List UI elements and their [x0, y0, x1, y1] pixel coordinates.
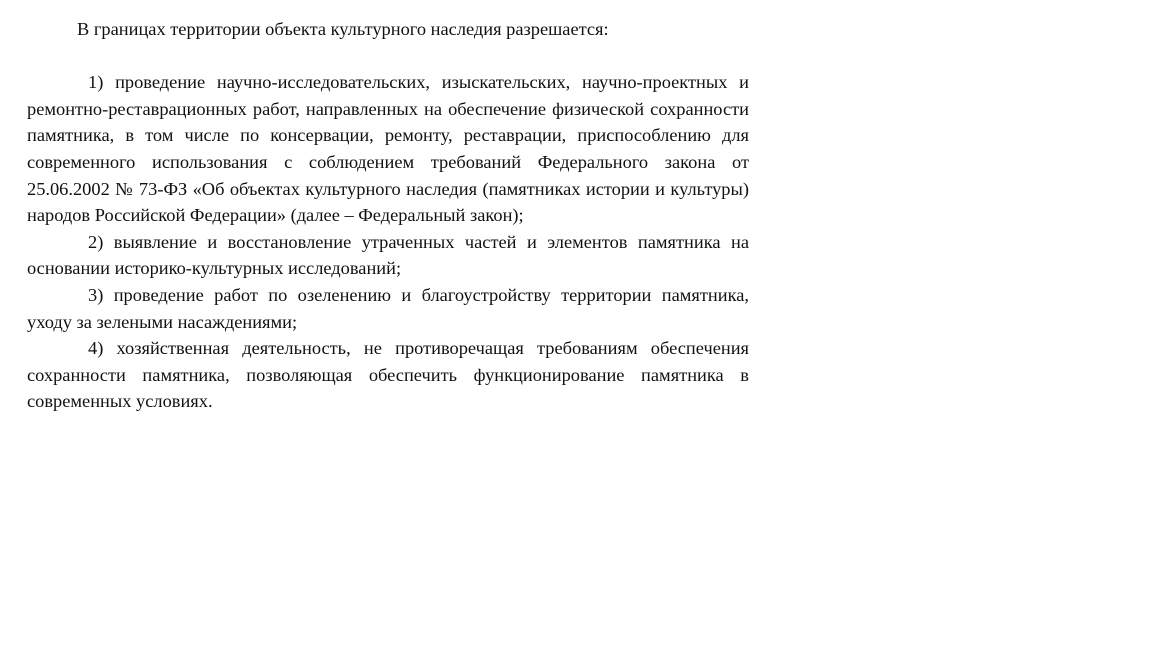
paragraph-spacer	[27, 43, 749, 70]
document-body	[27, 16, 749, 415]
list-item-4: 4) хозяйственная деятельность, не противоречащая требованиям обеспечения сохранности памятника, позволяющая обеспечить функционирование памятника в современных условиях.	[27, 338, 749, 412]
list-item-1: 1) проведение научно-исследовательских, изыскательских, научно-проектных и ремонтно-реставрационных работ, направленных на обеспечение физической сохранности памятника, в том числе по консервации, ремонту, реставрации, приспособлению для современного использования с соблюдением требований Федерального закона от 25.06.2002 № 73-ФЗ «Об объектах культурного наследия (памятниках истории и культуры) народов Российской Федерации» (далее – Федеральный закон);	[27, 72, 749, 226]
intro-paragraph: В границах территории объекта культурного наследия разрешается:	[77, 19, 609, 39]
list-item-2: 2) выявление и восстановление утраченных частей и элементов памятника на основании историко-культурных исследований;	[27, 231, 749, 279]
list-item-3: 3) проведение работ по озеленению и благоустройству территории памятника, уходу за зелеными насаждениями;	[27, 284, 749, 332]
